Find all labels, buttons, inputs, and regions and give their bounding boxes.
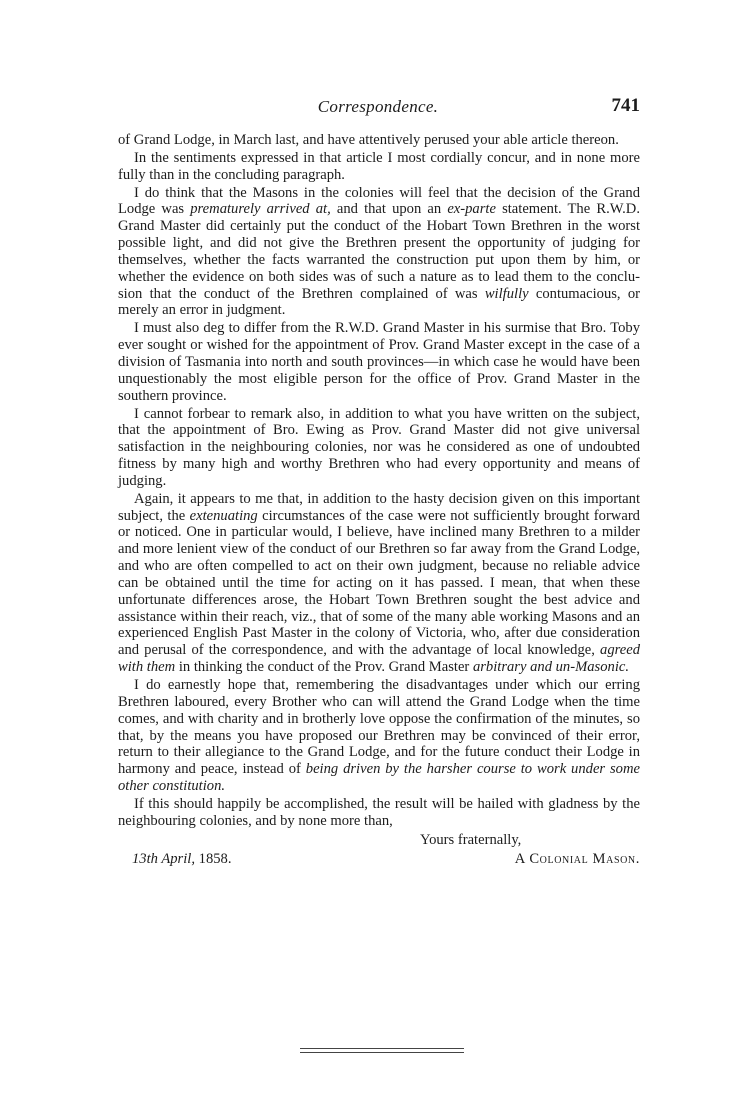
paragraph [118, 677, 640, 795]
signature: A Colonial Mason. [514, 850, 640, 867]
text-run: Again, it appears to me that, in addition to the hasty decision given on this important subject, the [118, 490, 640, 524]
text-run: of Grand Lodge, in March last, and have attentively perused your able article thereon. [118, 132, 619, 148]
letter-closing [118, 832, 640, 872]
valediction: Yours fraternally, [420, 831, 522, 848]
running-header [116, 97, 640, 123]
letter-body [118, 132, 640, 872]
date-day: 13th April, [132, 850, 195, 867]
italic-run: ex-parte [447, 201, 496, 218]
text-run: contumacious, or merely an error in judgment. [118, 285, 640, 319]
text-run: I do think that the Masons in the colonies will feel that the decision of the Grand Lodge was [118, 184, 640, 218]
paragraph [118, 150, 640, 184]
text-run: and that upon an [330, 201, 448, 218]
text-run: in thinking the conduct of the Prov. Grand Master [175, 659, 473, 676]
page-number: 741 [611, 95, 640, 116]
italic-run: prematurely arrived at, [190, 201, 331, 218]
italic-run: wilfully [484, 285, 529, 302]
text-run: I cannot forbear to remark also, in addition to what you have written on the subject, that the appointment of Bro. Ewing as Prov. Grand Master did not give universal satisfaction in the neighbouring colonies, nor was he considered as one of undoubted fitness by many high and worthy Brethren who had every opportunity and means of judging. [118, 405, 640, 489]
italic-run: extenuating [189, 507, 258, 524]
italic-run: being driven by the harsher course to work under some other constitution. [118, 761, 640, 795]
letter-date [132, 851, 231, 868]
italic-run: agreed with them [118, 642, 640, 676]
text-run: I do earnestly hope that, remembering the disadvantages under which our erring Brethren laboured, every Brother who can will attend the Grand Lodge when the time comes, and with charity and in brotherly love oppose the confirmation of the minutes, so that, by the means you have proposed our Brethren may be convinced of their error, return to their allegiance to the Grand Lodge, and for the future conduct their Lodge in harmony and peace, instead of [118, 677, 640, 778]
text-run: statement. The R.W.D. Grand Master did certainly put the conduct of the Hobart Town Brethren in the worst possible light, and did not give the Brethren present the opportunity of judging for themselves, whether the facts warranted the construction put upon them by him, or whether the evidence on both sides was of such a nature as to lead them to the conclusion that the conduct of the Brethren complained of was [118, 201, 640, 302]
text-run: In the sentiments expressed in that article I most cordially concur, and in none more fully than in the concluding paragraph. [118, 149, 640, 183]
paragraph [118, 491, 640, 676]
end-rule [300, 1048, 464, 1053]
paragraph [118, 132, 640, 149]
text-run: If this should happily be accomplished, the result will be hailed with gladness by the neighbouring colonies, and by none more than, [118, 795, 640, 829]
date-year: 1858. [198, 850, 232, 867]
italic-run: arbitrary and un-Masonic. [472, 659, 630, 676]
paragraph [118, 320, 640, 404]
paragraph [118, 796, 640, 830]
paragraph [118, 185, 640, 320]
text-run: I must also deg to differ from the R.W.D. Grand Master in his surmise that Bro. Toby ever sought or wished for the appointment of Prov. Grand Master except in the case of a division of Tasmania into north and south provinces—in which case he would have been unquestionably the most eligible person for the office of Prov. Grand Master in the southern province. [118, 320, 640, 404]
running-title: Correspondence. [317, 97, 439, 116]
text-run: circumstances of the case were not sufficiently brought forward or noticed. One in particular would, I believe, have inclined many Brethren to a milder and more lenient view of the conduct of our Brethren so far away from the Grand Lodge, and who are often compelled to act on their own judgment, because no reliable advice can be obtained until the time for acting on it has passed. I mean, that when these unfortunate differences arose, the Hobart Town Brethren sought the best advice and assistance within their reach, viz., that of some of the many able working Masons and an experienced English Past Master in the colony of Victoria, who, after due consideration and perusal of the correspondence, and with the advantage of local knowledge, [118, 507, 640, 659]
paragraph [118, 406, 640, 490]
paragraph-list [118, 132, 640, 830]
